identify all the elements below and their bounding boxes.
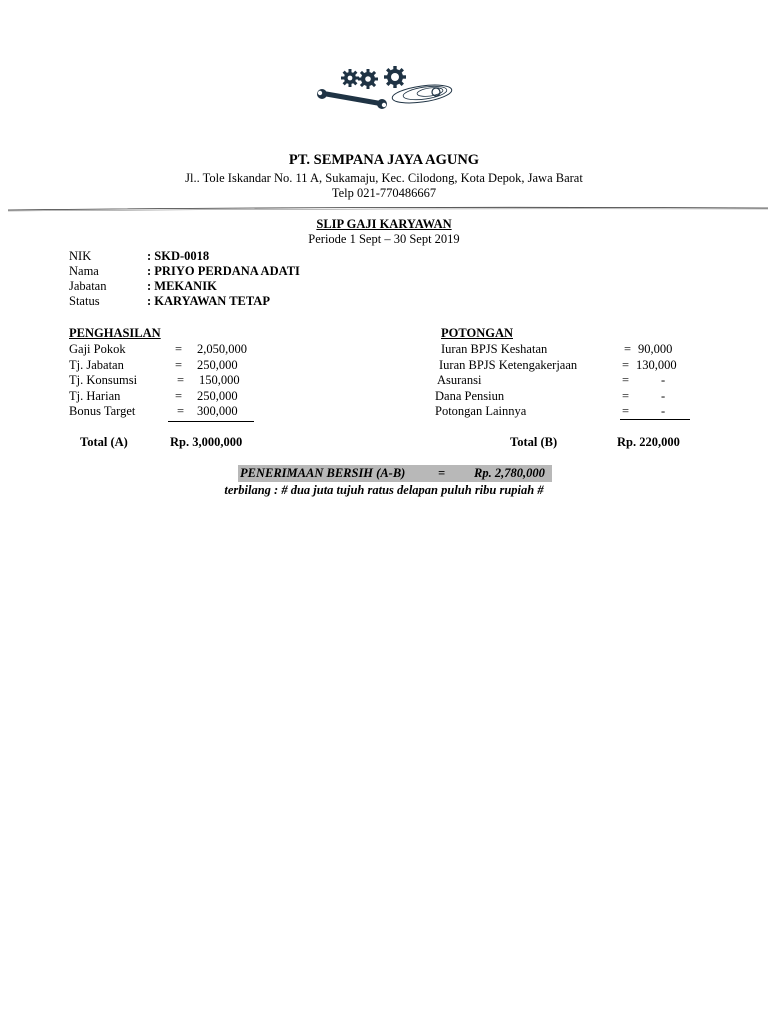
- net-pay-eq: =: [438, 466, 446, 480]
- company-name: PT. SEMPANA JAYA AGUNG: [288, 152, 480, 168]
- income-item-eq: =: [175, 342, 183, 356]
- income-total-label: Total (A): [80, 435, 128, 449]
- deduction-item-eq: =: [624, 342, 632, 356]
- deduction-item-label: Asuransi: [437, 373, 482, 387]
- income-total-value: Rp. 3,000,000: [170, 435, 243, 449]
- deduction-item-label: Iuran BPJS Ketengakerjaan: [439, 358, 578, 372]
- employee-position-label: Jabatan: [69, 279, 107, 293]
- income-item-eq: =: [177, 373, 185, 387]
- net-pay-label: PENERIMAAN BERSIH (A-B): [240, 466, 406, 480]
- deduction-item-label: Dana Pensiun: [435, 389, 505, 403]
- income-sum-line: [168, 421, 254, 422]
- employee-status-label: Status: [69, 294, 100, 308]
- income-item-label: Tj. Harian: [69, 389, 121, 403]
- employee-nik-label: NIK: [69, 249, 92, 263]
- employee-nik-value: : SKD-0018: [147, 249, 210, 263]
- company-address: Jl.. Tole Iskandar No. 11 A, Sukamaju, Kec. Cilodong, Kota Depok, Jawa Barat: [185, 171, 583, 185]
- income-heading: PENGHASILAN: [69, 326, 161, 340]
- income-item-label: Tj. Jabatan: [69, 358, 124, 372]
- deductions-total-label: Total (B): [510, 435, 558, 449]
- deduction-item-amount: 130,000: [636, 358, 677, 372]
- deduction-item-amount: -: [661, 373, 666, 387]
- deductions-heading: POTONGAN: [441, 326, 513, 340]
- income-item-label: Gaji Pokok: [69, 342, 126, 356]
- company-phone: Telp 021-770486667: [331, 186, 437, 200]
- employee-status-value: : KARYAWAN TETAP: [147, 294, 270, 308]
- deduction-item-eq: =: [622, 373, 630, 387]
- income-item-amount: 150,000: [199, 373, 240, 387]
- income-item-eq: =: [175, 358, 183, 372]
- income-item-eq: =: [177, 404, 185, 418]
- slip-period: Periode 1 Sept – 30 Sept 2019: [308, 232, 460, 246]
- income-item-label: Tj. Konsumsi: [69, 373, 138, 387]
- income-item-amount: 300,000: [197, 404, 238, 418]
- employee-name-label: Nama: [69, 264, 99, 278]
- deduction-item-eq: =: [622, 358, 630, 372]
- deduction-item-eq: =: [622, 389, 630, 403]
- deduction-item-amount: -: [661, 389, 666, 403]
- income-item-amount: 2,050,000: [197, 342, 247, 356]
- slip-title: SLIP GAJI KARYAWAN: [316, 217, 452, 231]
- net-pay-value: Rp. 2,780,000: [474, 466, 545, 480]
- deduction-item-eq: =: [622, 404, 630, 418]
- deduction-item-amount: -: [661, 404, 666, 418]
- deductions-sum-line: [620, 419, 690, 420]
- income-item-label: Bonus Target: [69, 404, 136, 418]
- deduction-item-label: Potongan Lainnya: [435, 404, 527, 418]
- income-item-amount: 250,000: [197, 389, 238, 403]
- deduction-item-amount: 90,000: [638, 342, 673, 356]
- gears-wrench-icon: [310, 66, 460, 118]
- deduction-item-label: Iuran BPJS Keshatan: [441, 342, 548, 356]
- income-item-amount: 250,000: [197, 358, 238, 372]
- deductions-total-value: Rp. 220,000: [617, 435, 680, 449]
- employee-position-value: : MEKANIK: [147, 279, 217, 293]
- header-divider: [8, 206, 768, 212]
- income-item-eq: =: [175, 389, 183, 403]
- employee-name-value: : PRIYO PERDANA ADATI: [147, 264, 300, 278]
- net-pay-in-words: terbilang : # dua juta tujuh ratus delapan puluh ribu rupiah #: [224, 483, 544, 497]
